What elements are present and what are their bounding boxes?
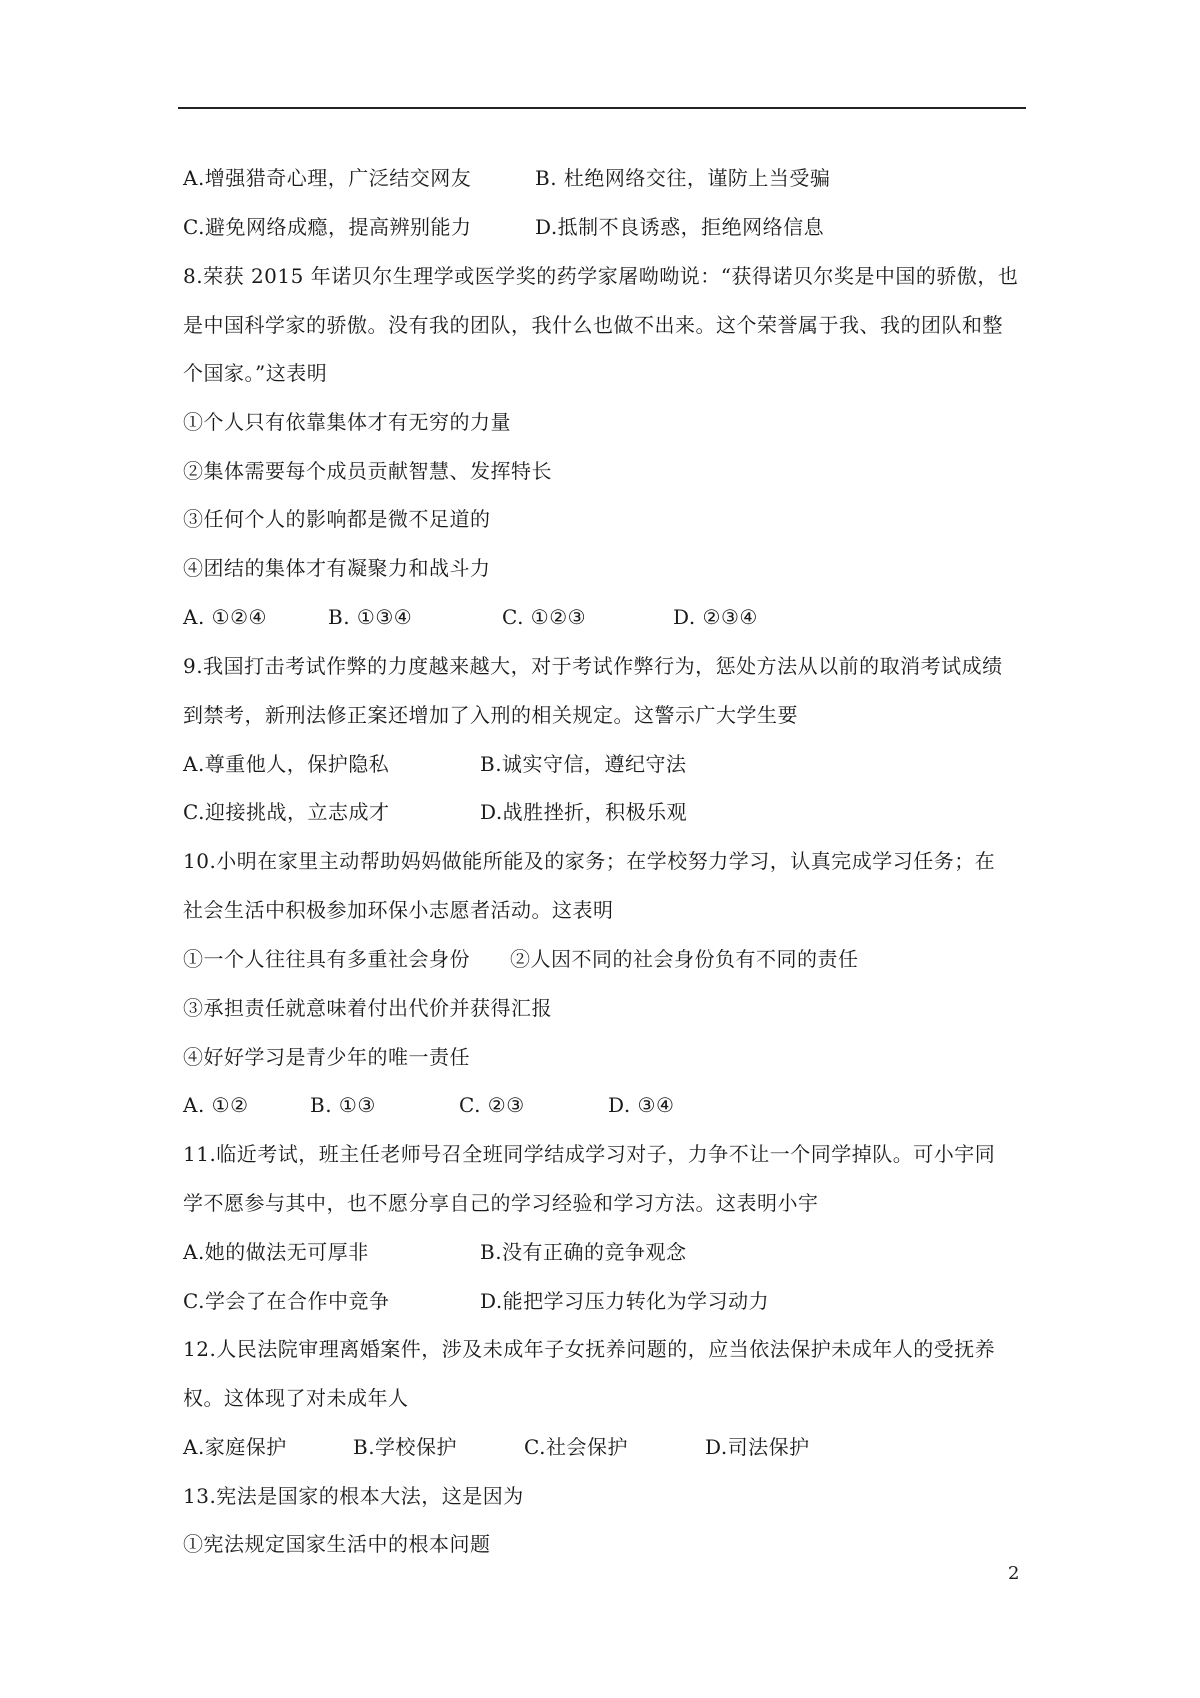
q9-option-d: D.战胜挫折，积极乐观 — [480, 800, 688, 824]
q9-stem-line2: 到禁考，新刑法修正案还增加了入刑的相关规定。这警示广大学生要 — [183, 703, 798, 727]
q12-option-c: C.社会保护 — [524, 1435, 628, 1459]
q10-stem-line1: 10.小明在家里主动帮助妈妈做能所能及的家务；在学校努力学习，认真完成学习任务；在 — [183, 849, 996, 873]
q10-statement-2: ②人因不同的社会身份负有不同的责任 — [510, 947, 859, 971]
q11-option-d: D.能把学习压力转化为学习动力 — [480, 1289, 770, 1313]
q11-option-c: C.学会了在合作中竞争 — [183, 1289, 390, 1313]
q13-statement-1: ①宪法规定国家生活中的根本问题 — [183, 1532, 491, 1556]
q12-option-a: A.家庭保护 — [183, 1435, 287, 1459]
q10-option-c: C. ②③ — [459, 1093, 525, 1117]
q8-statement-2: ②集体需要每个成员贡献智慧、发挥特长 — [183, 459, 552, 483]
q8-option-b: B. ①③④ — [328, 605, 413, 629]
q12-stem-line2: 权。这体现了对未成年人 — [183, 1386, 409, 1410]
q12-option-d: D.司法保护 — [705, 1435, 810, 1459]
q11-stem-line2: 学不愿参与其中，也不愿分享自己的学习经验和学习方法。这表明小宇 — [183, 1191, 819, 1215]
q8-option-c: C. ①②③ — [502, 605, 587, 629]
q11-option-b: B.没有正确的竞争观念 — [480, 1240, 687, 1264]
q8-statement-3: ③任何个人的影响都是微不足道的 — [183, 507, 491, 531]
q7-option-a: A.增强猎奇心理，广泛结交网友 — [183, 166, 472, 190]
q10-option-b: B. ①③ — [310, 1093, 376, 1117]
q7-option-d: D.抵制不良诱惑，拒绝网络信息 — [535, 215, 825, 239]
q9-option-c: C.迎接挑战，立志成才 — [183, 800, 390, 824]
q7-option-b: B. 杜绝网络交往，谨防上当受骗 — [535, 166, 831, 190]
header-rule — [178, 107, 1026, 109]
q8-statement-4: ④团结的集体才有凝聚力和战斗力 — [183, 556, 491, 580]
q11-stem-line1: 11.临近考试，班主任老师号召全班同学结成学习对子，力争不让一个同学掉队。可小宇同 — [183, 1142, 996, 1166]
q8-statement-1: ①个人只有依靠集体才有无穷的力量 — [183, 410, 511, 434]
q10-statement-1: ①一个人往往具有多重社会身份 — [183, 947, 470, 971]
q10-option-a: A. ①② — [183, 1093, 249, 1117]
q10-option-d: D. ③④ — [608, 1093, 675, 1117]
q8-option-d: D. ②③④ — [673, 605, 758, 629]
q10-statement-3: ③承担责任就意味着付出代价并获得汇报 — [183, 996, 552, 1020]
q13-stem-line1: 13.宪法是国家的根本大法，这是因为 — [183, 1484, 524, 1508]
q9-stem-line1: 9.我国打击考试作弊的力度越来越大，对于考试作弊行为，惩处方法从以前的取消考试成绩 — [183, 654, 1003, 678]
q10-statement-4: ④好好学习是青少年的唯一责任 — [183, 1045, 470, 1069]
q7-option-c: C.避免网络成瘾，提高辨别能力 — [183, 215, 472, 239]
q12-stem-line1: 12.人民法院审理离婚案件，涉及未成年子女抚养问题的，应当依法保护未成年人的受抚养 — [183, 1337, 996, 1361]
q9-option-a: A.尊重他人，保护隐私 — [183, 752, 390, 776]
q8-option-a: A. ①②④ — [183, 605, 267, 629]
q8-stem-line2: 是中国科学家的骄傲。没有我的团队，我什么也做不出来。这个荣誉属于我、我的团队和整 — [183, 313, 1003, 337]
q11-option-a: A.她的做法无可厚非 — [183, 1240, 369, 1264]
q12-option-b: B.学校保护 — [353, 1435, 458, 1459]
q8-stem-line3: 个国家。”这表明 — [183, 361, 328, 385]
page-number: 2 — [1008, 1563, 1020, 1584]
q8-stem-line1: 8.荣获 2015 年诺贝尔生理学或医学奖的药学家屠呦呦说：“获得诺贝尔奖是中国的骄傲，也 — [183, 264, 1019, 288]
q10-stem-line2: 社会生活中积极参加环保小志愿者活动。这表明 — [183, 898, 614, 922]
q9-option-b: B.诚实守信，遵纪守法 — [480, 752, 687, 776]
